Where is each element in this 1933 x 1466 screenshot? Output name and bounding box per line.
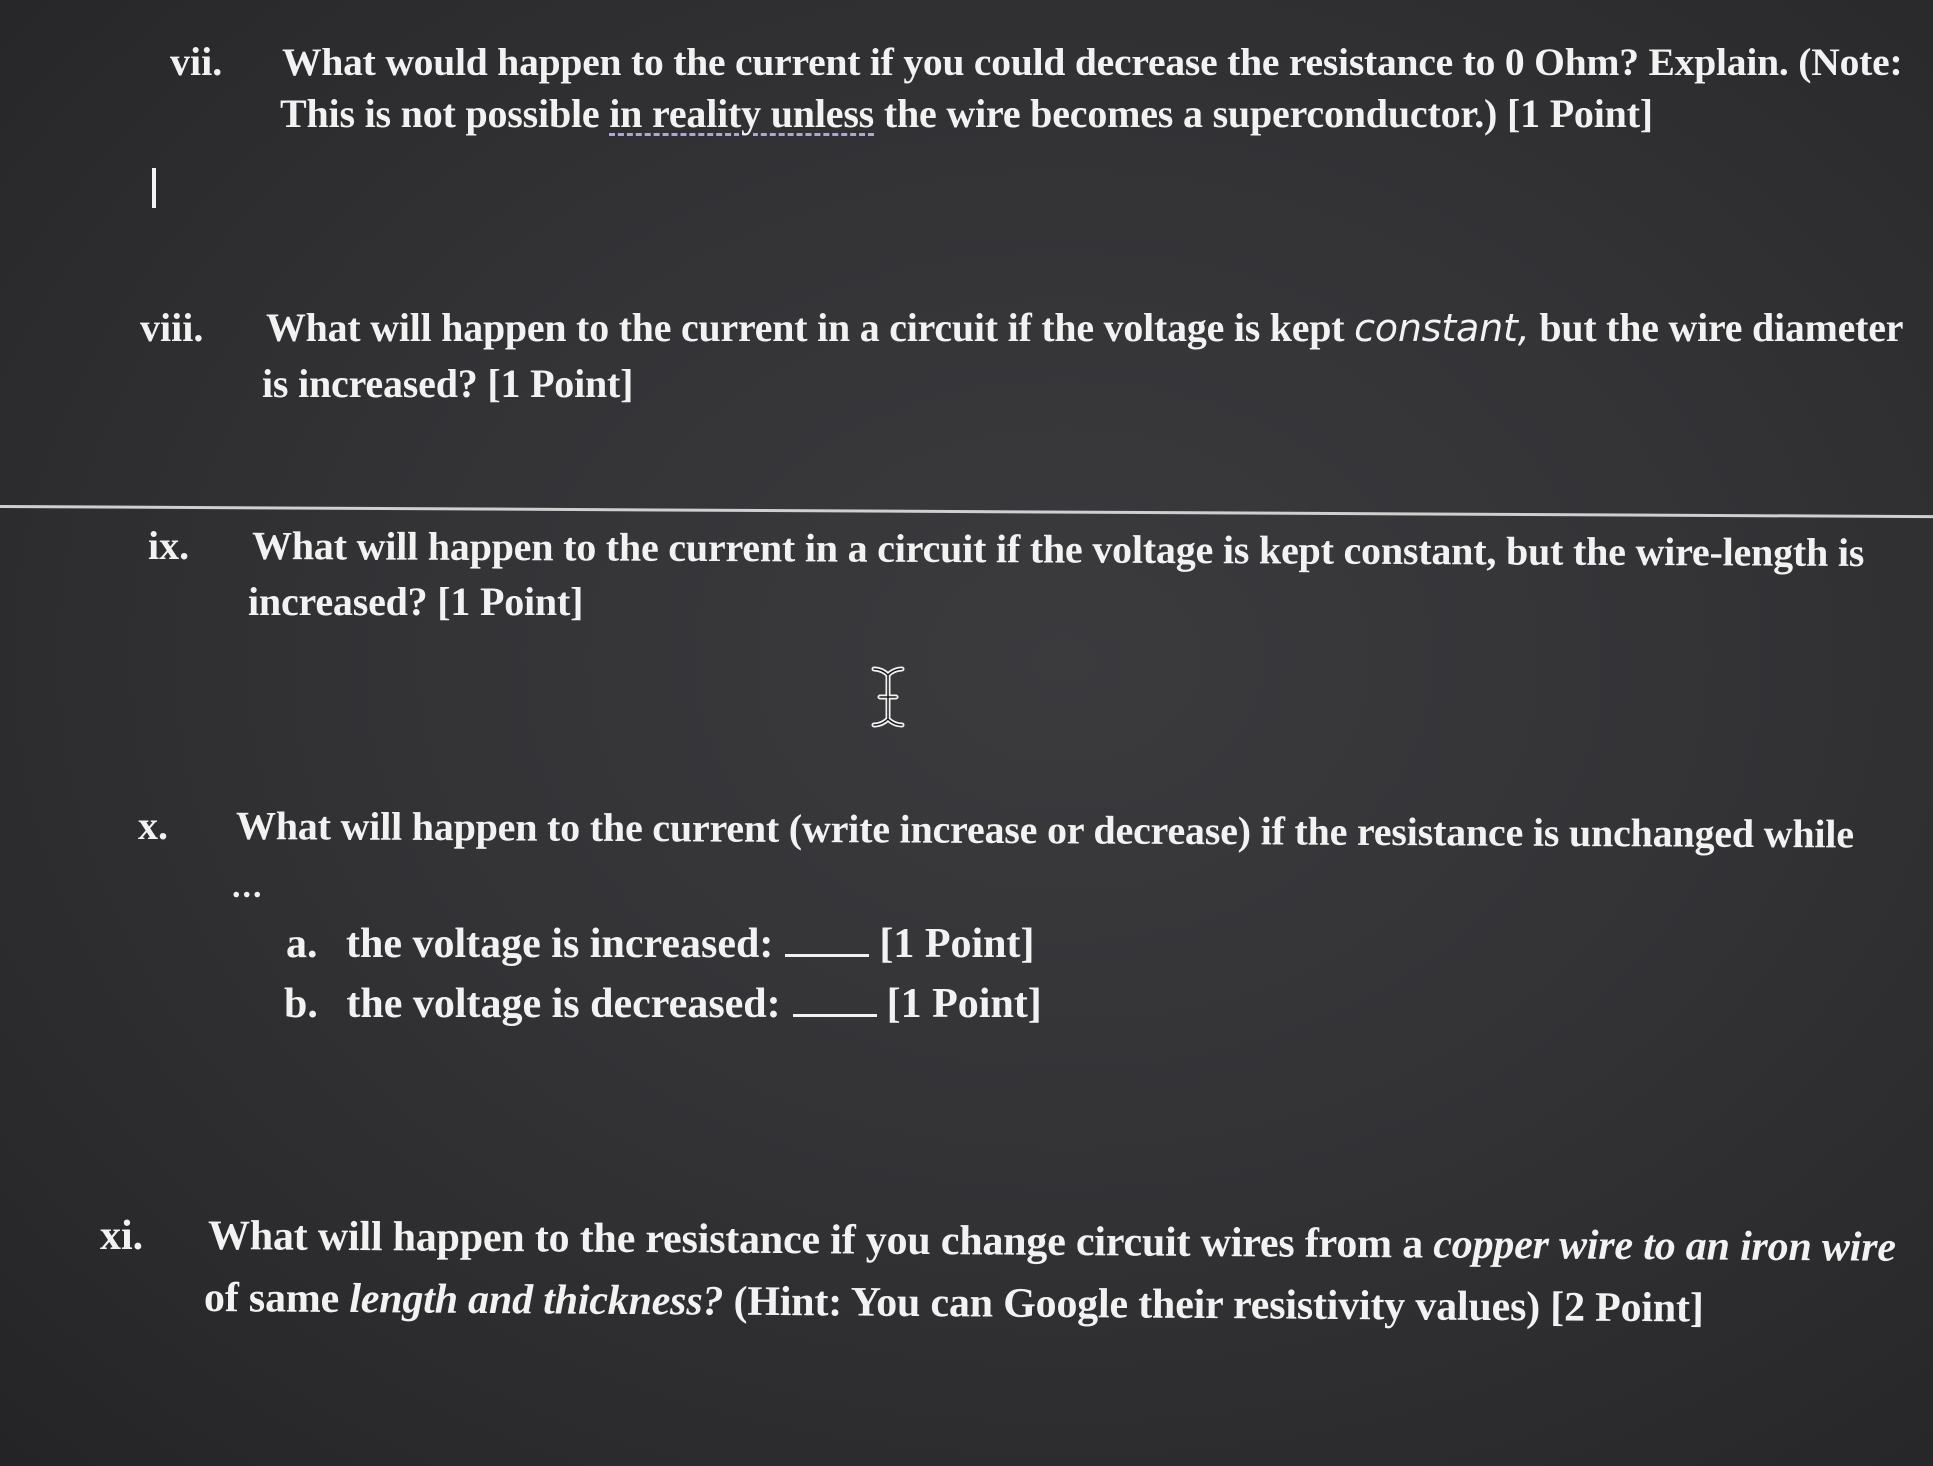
spellcheck-underline: in reality unless [609, 91, 875, 136]
question-text-line: What will happen to the current in a circuit if the voltage is kept constant, but the wire diameter [266, 305, 1904, 350]
question-number: vii. [170, 39, 223, 84]
ellipsis: ... [232, 868, 264, 905]
question-text-line: What would happen to the current if you could decrease the resistance to 0 Ohm? Explain. (Note: [282, 40, 1903, 84]
question-text-line: What will happen to the resistance if you change circuit wires from a copper wire to an iron wire [207, 1213, 1896, 1271]
ibeam-cursor-icon [868, 665, 908, 729]
question-number: viii. [140, 305, 204, 350]
question-text-line: What will happen to the current (write increase or decrease) if the resistance is unchanged while [235, 803, 1854, 857]
sub-question-b: b. the voltage is decreased: [1 Point] [284, 981, 1042, 1027]
sub-question-a: a. the voltage is increased: [1 Point] [286, 921, 1035, 967]
page-break-line [0, 505, 1933, 518]
answer-blank[interactable] [793, 984, 877, 1017]
answer-blank[interactable] [785, 924, 869, 957]
question-text-line: of same length and thickness? (Hint: You can Google their resistivity values) [2 Point] [203, 1275, 1704, 1332]
question-number: x. [138, 803, 168, 848]
question-text-line: is increased? [1 Point] [262, 361, 634, 406]
question-text-line: This is not possible in reality unless the wire becomes a superconductor.) [1 Point] [280, 91, 1653, 136]
question-text-line: What will happen to the current in a circuit if the voltage is kept constant, but the wire-length is [251, 523, 1865, 576]
question-text-line: increased? [1 Point] [248, 579, 584, 624]
text-cursor [152, 168, 156, 208]
question-number: ix. [148, 523, 190, 568]
question-number: xi. [100, 1213, 144, 1259]
